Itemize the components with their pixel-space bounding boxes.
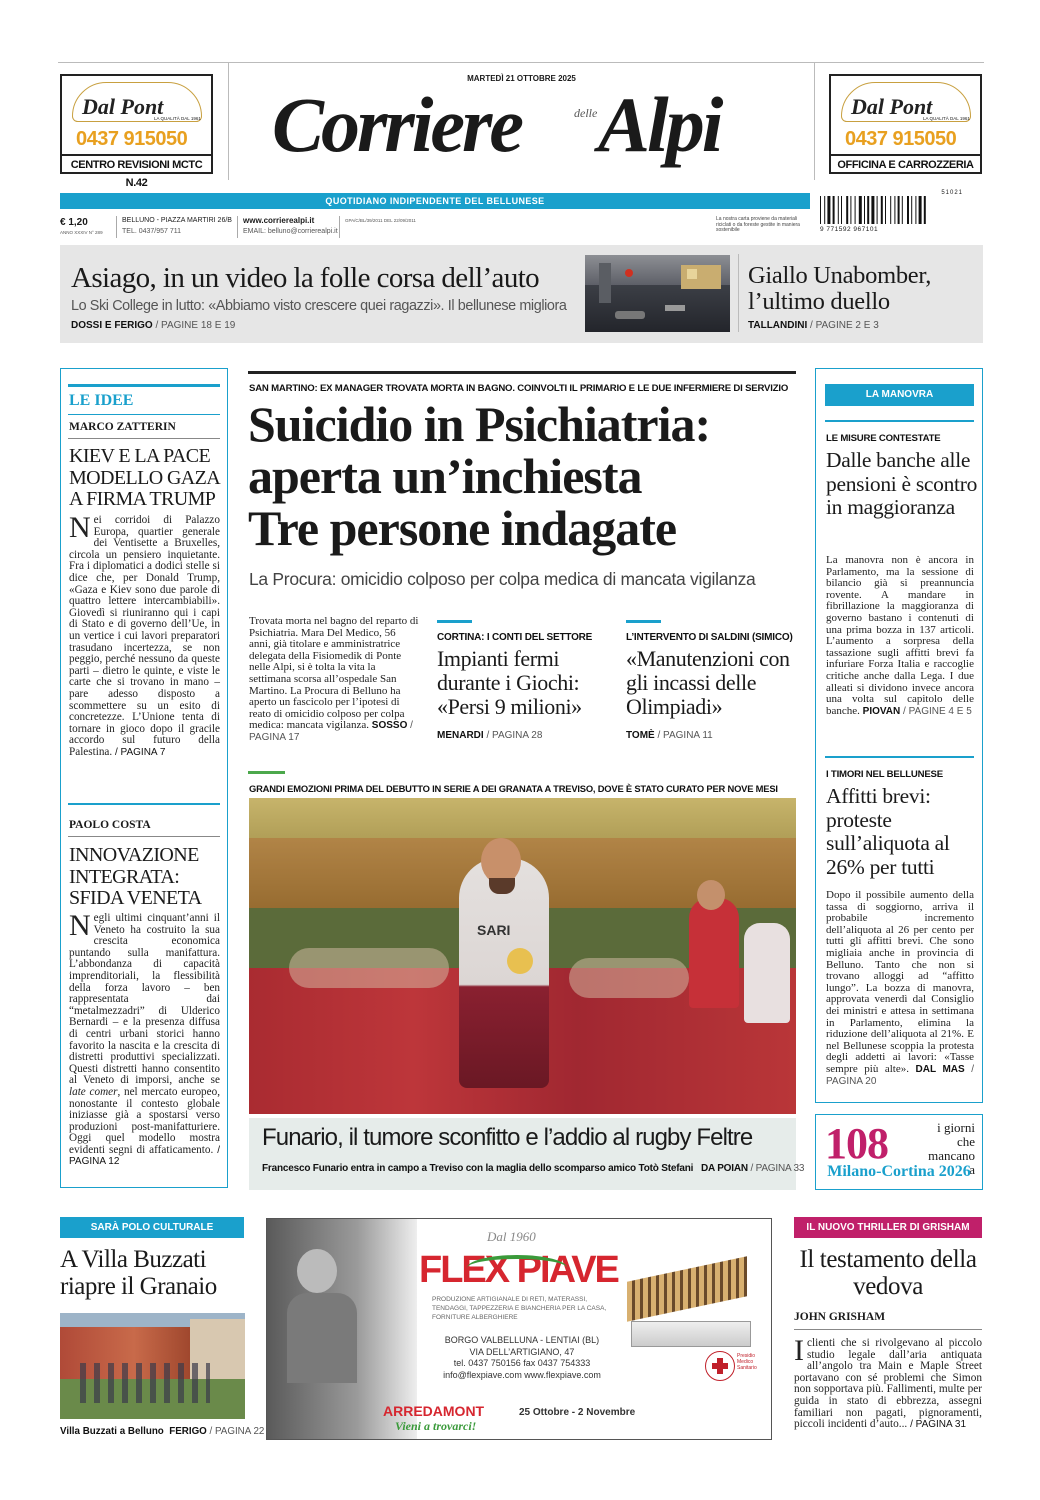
byline-author: TALLANDINI bbox=[748, 320, 808, 331]
grisham-tag: IL NUOVO THRILLER DI GRISHAM bbox=[794, 1217, 982, 1238]
ad-dalpont-left[interactable] bbox=[60, 74, 213, 189]
page-ref: / PAGINA 11 bbox=[657, 730, 713, 741]
accent-rule bbox=[437, 620, 472, 623]
ad-contacts bbox=[432, 1335, 612, 1381]
villa-caption bbox=[60, 1426, 264, 1437]
top-band-right-byline bbox=[748, 320, 879, 331]
manovra-title-1[interactable]: Dalle banche alle pensioni è scontro in maggioranza bbox=[826, 448, 978, 519]
ad-brand: FLEX PIAVE bbox=[419, 1249, 618, 1291]
manovra-text-1 bbox=[826, 555, 974, 717]
side2-kicker: L’INTERVENTO DI SALDINI (SIMICO) bbox=[626, 632, 793, 643]
ad-event-dates: 25 Ottobre - 2 Novembre bbox=[519, 1407, 636, 1418]
drop-cap: N bbox=[69, 909, 91, 942]
ad-line: TENDAGGI, TAPPEZZERIA E BIANCHERIA PER LA CASA, bbox=[432, 1305, 607, 1312]
ad-line: info@flexpiave.com www.flexpiave.com bbox=[443, 1369, 601, 1380]
opinion-text-1 bbox=[69, 511, 220, 758]
edition-date: MARTEDÌ 21 OTTOBRE 2025 bbox=[467, 74, 576, 83]
ad-established: Dal 1960 bbox=[487, 1229, 536, 1244]
article-text: ei corridoi di Palazzo Europa, quartier generale dei Ventisette a Bruxelles, circola un pensiero inquietante. Fra i diplomatici a dodici stelle si dice che, per Donald Trump, «Gaza e Kiev sono due parole di quattro lettere intercambiabili». Giovedì si riuniranno qui i capi di Stato e di governo dell’Ue, in un vertice i cui lavori preparatori trasudano incertezza, se non peggio, perché nessuno da queste parti – dietro le quinte, e viste le carte che si trovano in mano – pare adesso disposto a scommettere su un esito di concretezze. L’Unione tenta di tornare in gioco dopo il gracile accordo sul futuro della Palestina. bbox=[69, 514, 220, 758]
byline-pages: / PAGINE 18 E 19 bbox=[155, 320, 236, 331]
logo-word-corriere: Corriere bbox=[272, 81, 521, 168]
ad-line: VIA DELL’ARTIGIANO, 47 bbox=[469, 1346, 575, 1357]
ad-phone: 0437 915050 bbox=[845, 128, 957, 150]
main-kicker: SAN MARTINO: EX MANAGER TROVATA MORTA IN BAGNO. COINVOLTI IL PRIMARIO E LE DUE INFERMIERE DI SERVIZIO bbox=[249, 383, 789, 394]
website-link[interactable]: www.corrierealpi.it bbox=[243, 216, 315, 225]
article-text: clienti che si rivolgevano al piccolo studio legale dall’aria antiquata all’angolo tra Main e Maple Street portavano con sé problemi che Simon non sopportava più. Fallimenti, multe per guida in stato di ebbrezza, assegni familiari non pagati, pignoramenti, piccoli incidenti d’auto... bbox=[794, 1337, 982, 1431]
main-subhead: La Procura: omicidio colposo per colpa medica di mancata vigilanza bbox=[249, 569, 756, 589]
side1-byline bbox=[437, 730, 542, 741]
countdown-label: i giorni che mancano a bbox=[928, 1120, 975, 1177]
accent-rule bbox=[825, 756, 974, 758]
grisham-excerpt bbox=[794, 1334, 982, 1431]
ad-brand-sub: LA QUALITÀ DAL 1961 bbox=[923, 116, 970, 121]
page-ref: / PAGINA 22 bbox=[209, 1426, 265, 1437]
countdown-event: Milano-Cortina 2026 bbox=[827, 1163, 971, 1180]
main-top-rule bbox=[248, 371, 796, 374]
byline-author: DA POIAN bbox=[700, 1163, 748, 1174]
divider bbox=[68, 836, 220, 837]
bed-frame-icon bbox=[627, 1249, 757, 1349]
byline-author: DAL MAS bbox=[915, 1063, 965, 1075]
page-ref: / PAGINA 28 bbox=[486, 730, 543, 741]
article-text: La manovra non è ancora in Parlamento, ma la sessione di bilancio già si preannuncia rovente. A mandare in fibrillazione la maggioranza di governo bastano i contenuti di una prima bozza in 137 articoli. L’aumento a sorpresa della tassazione sugli affitti brevi fa infuriare Forza Italia e raccoglie critiche anche dalla Lega. I due alleati si dividono invece ancora una volta sul capitolo delle banche. bbox=[826, 554, 974, 717]
article-text: egli ultimi cinquant’anni il Veneto ha costruito la sua crescita economica puntando sulla manifattura. L’abbondanza di capacità imprenditoriali, la flessibilità della forza lavoro – ben rappresentata dai “metalmezzadri” di Ulderico Bernardi – e la presenza diffusa di centri urbani storici hanno favorito la nascita e la crescita di distretti produttivi specializzati. Questi distretti hanno consentito al Veneto di imporsi, anche se bbox=[69, 912, 220, 1087]
villa-title[interactable]: A Villa Buzzati riapre il Granaio bbox=[60, 1246, 217, 1300]
photo-kicker: GRANDI EMOZIONI PRIMA DEL DEBUTTO IN SERIE A DEI GRANATA A TREVISO, DOVE È STATO CURATO PER NOVE MESI bbox=[249, 783, 778, 794]
barcode bbox=[818, 190, 983, 235]
opinion-title-2[interactable]: INNOVAZIONE INTEGRATA: SFIDA VENETA bbox=[69, 844, 202, 909]
address: BELLUNO - PIAZZA MARTIRI 26/B bbox=[122, 217, 232, 224]
barcode-bars-icon bbox=[820, 196, 970, 224]
article-text: , nel mercato europeo, nonostante il contesto globale iniziasse già a spostarsi verso produzioni post-manifatturiere. Oggi quel modello mostra evidenti segni di affaticamento. bbox=[69, 1085, 220, 1156]
drop-cap: N bbox=[69, 511, 91, 544]
photo-story-caption bbox=[262, 1163, 804, 1174]
ad-brand: Dal Pont bbox=[82, 94, 164, 119]
ad-line: tel. 0437 750156 fax 0437 754333 bbox=[453, 1358, 591, 1368]
ad-flexpiave[interactable] bbox=[266, 1218, 772, 1440]
postal-registration: GPA/C/BL/39/2011 DEL 22/09/2011 bbox=[345, 218, 416, 223]
manovra-text-2 bbox=[826, 890, 974, 1087]
info-divider bbox=[116, 216, 117, 238]
byline-author: TOMÈ bbox=[626, 730, 655, 741]
accent-rule bbox=[626, 620, 661, 623]
ad-phone: 0437 915050 bbox=[76, 128, 188, 150]
ad-event: ARREDAMONT bbox=[383, 1403, 485, 1419]
masthead-top-rule bbox=[58, 62, 984, 63]
info-divider bbox=[339, 216, 340, 238]
photo-story-headline[interactable]: Funario, il tumore sconfitto e l’addio al rugby Feltre bbox=[262, 1124, 753, 1151]
side2-title[interactable]: «Manutenzioni con gli incassi delle Olimpiadi» bbox=[626, 646, 790, 719]
medical-cross-icon bbox=[705, 1351, 735, 1381]
manovra-kicker-2: I TIMORI NEL BELLUNESE bbox=[826, 769, 943, 780]
byline-author: SOSSO bbox=[371, 720, 408, 732]
asiago-crash-photo[interactable] bbox=[585, 255, 730, 332]
ad-line: PRODUZIONE ARTIGIANALE DI RETI, MATERASSI, bbox=[432, 1296, 588, 1303]
byline-author: MENARDI bbox=[437, 730, 484, 741]
side1-title[interactable]: Impianti fermi durante i Giochi: «Persi 9 milioni» bbox=[437, 646, 582, 719]
divider bbox=[68, 438, 220, 439]
headline-line: Suicidio in Psichiatria: bbox=[248, 396, 711, 452]
article-text: Trovata morta nel bagno del reparto di Psichiatria. Mara Del Medico, 56 anni, già titolare e amministratrice delegata della Fisiomedik di Ponte nelle Alpi, si è tolta la vita la settimana scorsa all’ospedale San Martino. La Procura di Belluno ha aperto un fascicolo per l’ipotesi di reato di omicidio colposo per colpa medica: mancata vigilanza. bbox=[249, 615, 419, 732]
page-ref: / PAGINA 7 bbox=[115, 746, 166, 758]
tagline-bar bbox=[60, 193, 810, 209]
tagline: QUOTIDIANO INDIPENDENTE DEL BELLUNESE bbox=[325, 196, 545, 206]
paper-note: La nostra carta proviene da materiali riciclati o da foreste gestite in maniera sostenibile bbox=[716, 216, 800, 233]
byline-author: PIOVAN bbox=[862, 705, 901, 717]
drop-cap: I bbox=[794, 1334, 804, 1367]
page-ref: / PAGINA 31 bbox=[910, 1419, 967, 1431]
byline-pages: / PAGINE 2 E 3 bbox=[810, 320, 879, 331]
ideas-rule bbox=[68, 384, 220, 387]
barcode-top-number: 51021 bbox=[941, 190, 963, 196]
ad-caption: OFFICINA E CARROZZERIA bbox=[831, 154, 980, 172]
page-ref: / PAGINA 20 bbox=[826, 1063, 975, 1087]
opinion-author-2: PAOLO COSTA bbox=[69, 819, 151, 831]
byline-author: DOSSI E FERIGO bbox=[71, 320, 153, 331]
logo-word-delle: delle bbox=[574, 106, 598, 120]
top-band-headline[interactable]: Asiago, in un video la folle corsa dell’auto bbox=[71, 262, 540, 294]
ideas-rule bbox=[68, 803, 220, 805]
page-ref: / PAGINA 17 bbox=[249, 720, 413, 743]
caption-text: Francesco Funario entra in campo a Treviso con la maglia dello scomparso amico Totò Stefani bbox=[262, 1163, 694, 1174]
divider bbox=[794, 1329, 982, 1330]
newspaper-logo[interactable] bbox=[268, 78, 758, 178]
headline-line: l’ultimo duello bbox=[748, 288, 890, 315]
grisham-author: JOHN GRISHAM bbox=[794, 1311, 886, 1323]
main-headline[interactable] bbox=[248, 398, 808, 554]
ad-line: BORGO VALBELLUNA - LENTIAI (BL) bbox=[444, 1335, 600, 1345]
manovra-title-2[interactable]: Affitti brevi: proteste sull’aliquota al 26% per tutti bbox=[826, 784, 950, 879]
villa-tag: SARÀ POLO CULTURALE bbox=[60, 1217, 244, 1238]
top-band-subhead: Lo Ski College in lutto: «Abbiamo visto crescere quei ragazzi». Il bellunese migliora bbox=[71, 298, 567, 314]
swoosh-icon bbox=[467, 1255, 567, 1281]
main-body bbox=[249, 616, 420, 744]
top-band-divider bbox=[738, 254, 739, 332]
byline-author: FERIGO bbox=[169, 1426, 207, 1437]
ad-event-slogan: Vieni a trovarci! bbox=[395, 1419, 477, 1433]
top-band-byline bbox=[71, 320, 235, 331]
opinion-text-2 bbox=[69, 909, 221, 1168]
opinion-author-1: MARCO ZATTERIN bbox=[69, 421, 176, 433]
page-ref: / PAGINA 33 bbox=[750, 1163, 805, 1174]
side2-byline bbox=[626, 730, 713, 741]
manovra-tag: LA MANOVRA bbox=[825, 384, 974, 406]
ad-dalpont-right[interactable] bbox=[829, 74, 982, 174]
ad-brand-sub: LA QUALITÀ DAL 1961 bbox=[154, 116, 201, 121]
ad-brand: Dal Pont bbox=[851, 94, 933, 119]
info-divider bbox=[237, 216, 238, 238]
caption-text: Villa Buzzati a Belluno bbox=[60, 1426, 164, 1437]
headline-line: Tre persone indagate bbox=[248, 500, 677, 556]
ad-badge: Presidio Medico Sanitario bbox=[737, 1353, 757, 1371]
article-text-italic: late comer bbox=[69, 1085, 118, 1098]
ideas-rule bbox=[68, 414, 220, 415]
rugby-photo[interactable] bbox=[249, 798, 796, 1114]
ad-line: FORNITURE ALBERGHIERE bbox=[432, 1314, 518, 1321]
opinion-title-1[interactable]: KIEV E LA PACE MODELLO GAZA A FIRMA TRUMP bbox=[69, 445, 220, 510]
headline-line: Giallo Unabomber, bbox=[748, 262, 932, 289]
accent-rule bbox=[248, 771, 285, 774]
email-link[interactable]: EMAIL: belluno@corrierealpi.it bbox=[243, 228, 338, 235]
article-text: Dopo il possibile aumento della tassa di soggiorno, arriva il probabile incremento dell’aliquota al 26 per cento per tutti gli affitti brevi. Che sono migliaia anche in provincia di Belluno. Tanto che non si trovano alloggi ad “affitto lungo”. La bozza di manovra, approvata venerdì dal Consiglio dei ministri e attesa in settimana in Parlamento, elimina la riduzione dell’aliquota al 21%. E nel Bellunese scoppia la protesta degli addetti ai lavori: «Tasse sempre più alte». bbox=[826, 889, 974, 1075]
headline-line: aperta un’inchiesta bbox=[248, 448, 642, 504]
top-band-right-headline[interactable] bbox=[748, 263, 931, 315]
countdown-number: 108 bbox=[825, 1119, 888, 1168]
ad-products bbox=[432, 1295, 606, 1322]
logo-word-alpi: Alpi bbox=[598, 81, 721, 168]
accent-rule bbox=[825, 420, 974, 422]
ideas-section-title: LE IDEE bbox=[69, 392, 134, 409]
side1-kicker: CORTINA: I CONTI DEL SETTORE bbox=[437, 632, 593, 643]
page-ref: / PAGINE 4 E 5 bbox=[903, 705, 972, 717]
telephone: TEL. 0437/957 711 bbox=[122, 228, 182, 235]
barcode-bottom-number: 9 771592 967101 bbox=[820, 226, 879, 233]
masthead-divider-right bbox=[814, 62, 815, 180]
page-ref: / PAGINA 12 bbox=[69, 1144, 221, 1168]
issue-number: ANNO XXXIV N° 289 bbox=[60, 230, 103, 235]
villa-buzzati-photo[interactable] bbox=[60, 1313, 245, 1419]
grisham-title[interactable]: Il testamento della vedova bbox=[799, 1246, 977, 1300]
shirt-sponsor: SARI bbox=[477, 922, 511, 938]
manovra-kicker-1: LE MISURE CONTESTATE bbox=[826, 433, 941, 444]
price: € 1,20 bbox=[60, 217, 88, 228]
ad-caption: CENTRO REVISIONI MCTC N.42 bbox=[62, 154, 211, 172]
